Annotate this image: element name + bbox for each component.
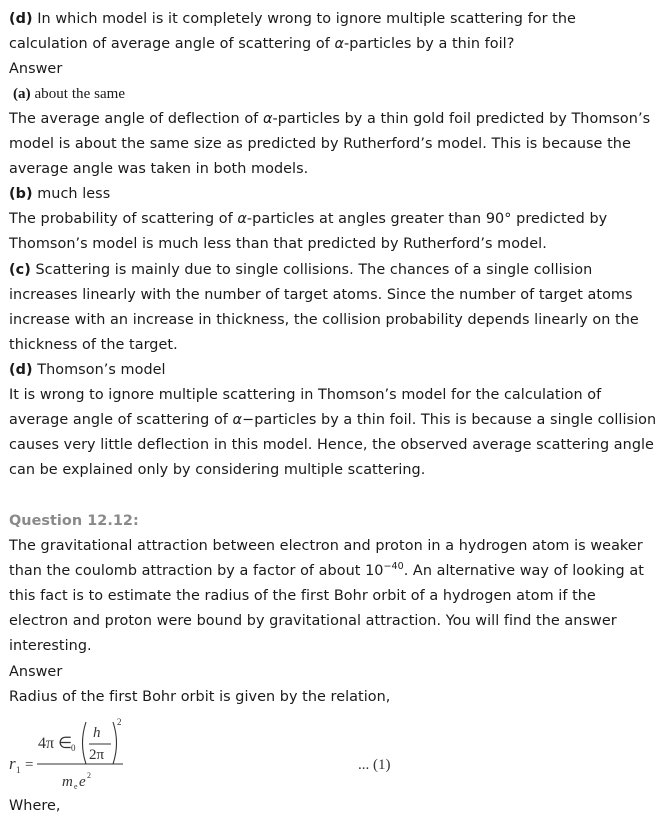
answer-d-p3: causes very little deflection in this model. Hence, the observed average scattering angle: [9, 437, 654, 453]
where-text: Where,: [9, 798, 61, 814]
text: calculation of average angle of scattering of: [9, 36, 335, 52]
alpha-symbol: α: [237, 211, 247, 227]
formula-h: h: [93, 725, 101, 741]
equation-number: ... (1): [358, 757, 391, 773]
answer-c-p1: [9, 261, 592, 279]
alpha-symbol: α: [232, 412, 243, 428]
text: than the coulomb attraction by a factor of about 10: [9, 563, 384, 579]
question-line4: electron and proton were bound by gravitational attraction. You will find the answer: [9, 613, 617, 629]
answer-a-p2: model is about the same size as predicted by Rutherford’s model. This is because the: [9, 136, 631, 152]
question-line2: [9, 562, 644, 580]
answer-c-p3: increase with an increase in thickness, the collision probability depends linearly on the: [9, 312, 639, 328]
text: Thomson’s model: [32, 362, 166, 378]
formula-lhs-sub: 1: [16, 765, 21, 775]
label-a: (a): [13, 86, 31, 102]
text: −particles by a thin foil. This is because a single collision: [242, 412, 657, 428]
text: -particles at angles greater than 90° predicted by: [246, 211, 608, 227]
text: The probability of scattering of: [9, 211, 238, 227]
formula-den-m: m: [62, 774, 73, 790]
label-b: (b): [9, 186, 33, 202]
answer-b-p2: Thomson’s model is much less than that predicted by Rutherford’s model.: [9, 236, 547, 252]
text: average angle of scattering of: [9, 412, 233, 428]
relation-text: Radius of the first Bohr orbit is given by the relation,: [9, 689, 391, 705]
text: The average angle of deflection of: [9, 111, 263, 127]
question-line5: interesting.: [9, 638, 92, 654]
formula-num-sub: 0: [71, 743, 76, 753]
formula-lhs: r: [9, 754, 16, 773]
answer-d-p1: It is wrong to ignore multiple scattering in Thomson’s model for the calculation of: [9, 387, 602, 403]
text: Scattering is mainly due to single collisions. The chances of a single collision: [30, 262, 593, 278]
answer-b-heading: [9, 185, 110, 203]
question-line3: this fact is to estimate the radius of the first Bohr orbit of a hydrogen atom if the: [9, 588, 596, 604]
bohr-radius-formula: [0, 712, 420, 792]
answer-b-p1: [9, 210, 607, 228]
formula-two-pi: 2π: [89, 747, 105, 763]
answer-c-p4: thickness of the target.: [9, 337, 178, 353]
answer-c-p2: increases linearly with the number of target atoms. Since the number of target atoms: [9, 287, 633, 303]
answer-a-p3: average angle was taken in both models.: [9, 161, 309, 177]
label-d: (d): [9, 11, 33, 27]
alpha-symbol: α: [334, 36, 344, 52]
text: much less: [32, 186, 111, 202]
text: In which model is it completely wrong to ignore multiple scattering for the: [32, 11, 576, 27]
left-paren: [83, 722, 87, 764]
answer-d-p4: can be explained only by considering multiple scattering.: [9, 462, 426, 478]
answer-d-heading: [9, 361, 166, 379]
question-d-line1: [9, 10, 576, 28]
label-c: (c): [9, 262, 31, 278]
formula-den-pow: 2: [87, 771, 91, 780]
question-heading: Question 12.12:: [9, 513, 139, 529]
formula-den-sub: e: [74, 782, 78, 791]
text: -particles by a thin gold foil predicted by Thomson’s: [272, 111, 651, 127]
formula-num-coeff: 4π ∈: [38, 735, 73, 752]
text: about the same: [30, 86, 126, 102]
alpha-symbol: α: [262, 111, 273, 127]
question-line1: The gravitational attraction between electron and proton in a hydrogen atom is weaker: [9, 538, 643, 554]
answer-label-2: Answer: [9, 664, 63, 680]
answer-a-heading: [13, 85, 125, 103]
label-d-answer: (d): [9, 362, 33, 378]
answer-a-p1: [9, 110, 650, 128]
answer-d-p2: [9, 411, 656, 429]
right-paren: [113, 722, 117, 764]
text: . An alternative way of looking at: [403, 563, 644, 579]
formula-den-e: e: [79, 774, 86, 790]
formula-power: 2: [117, 717, 122, 727]
answer-label: Answer: [9, 61, 63, 77]
text: -particles by a thin foil?: [344, 36, 515, 52]
exponent: −40: [383, 561, 404, 572]
formula-equals: =: [25, 757, 34, 773]
question-d-line2: [9, 35, 514, 53]
